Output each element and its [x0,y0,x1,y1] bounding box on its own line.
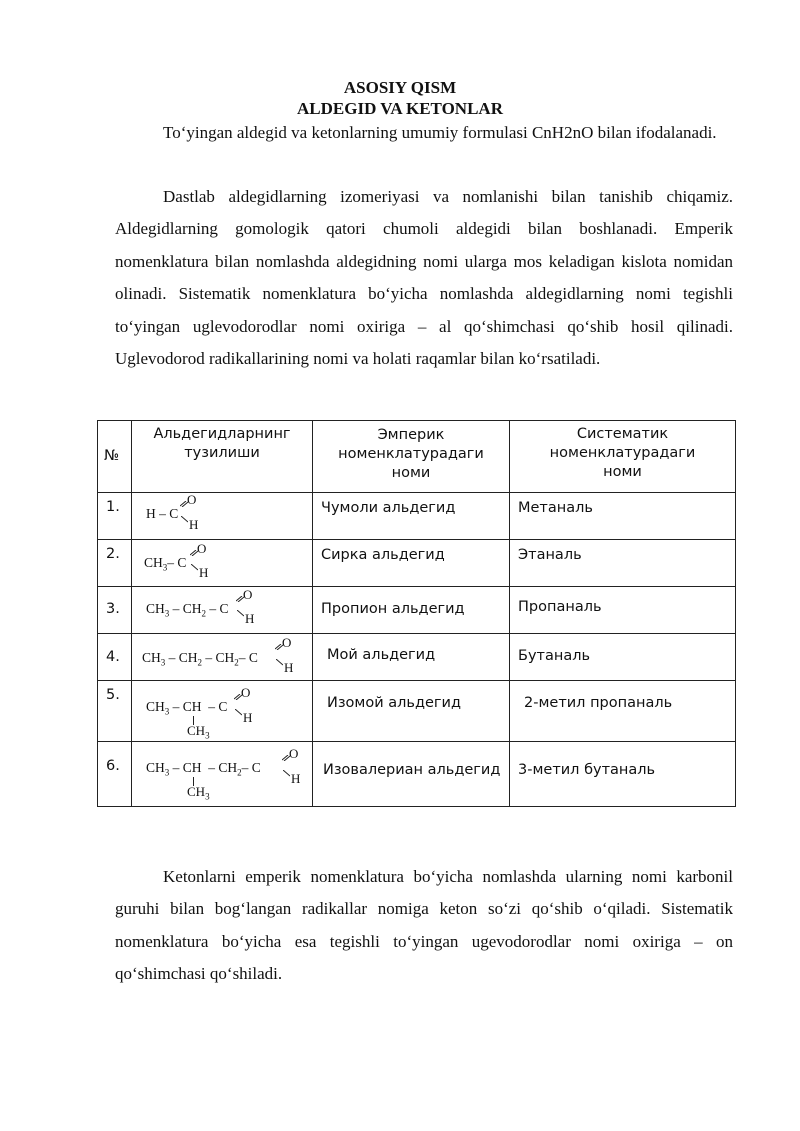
table-row [98,587,736,634]
row-number: 6. [98,742,132,807]
header-empirical-line-2: номенклатурадаги [338,446,484,462]
paragraph-aldehydes: Dastlab aldegidlarning izomeriyasi va nomlanishi bilan tanishib chiqamiz. Aldegidlarning gomologik qatori chumoli aldegidi bilan boshlanadi. Emperik nomenklatura bilan nomlashda aldegidning nomi ularga mos keladigan kislota nomidan olinadi. Sistematik nomenklatura bo‘yicha nomlashda aldegidlarning nomi tegishli to‘yingan uglevodorodlar nomi oxiriga – al qo‘shimchasi qo‘shib hosil qilinadi. Uglevodorod radikallarining nomi va holati raqamlar bilan ko‘rsatiladi. [115,187,733,369]
aldehyde-table [97,420,736,807]
hydrogen-atom: H [291,771,301,786]
page-title: ALDEGID VA KETONLAR [297,99,503,118]
row-number: 4. [98,634,132,681]
table-row [98,493,736,540]
header-empirical-line-3: номи [391,465,431,481]
table-row [98,681,736,742]
header-systematic [510,421,736,493]
systematic-name: Этаналь [510,540,736,587]
header-structure-line-2: тузилиши [184,445,260,461]
formula-chain: $CH_3-$ C [144,555,187,573]
table-header-row [98,421,736,493]
oxygen-atom: O [289,746,299,761]
paragraph-ketones: Ketonlarni emperik nomenklatura bo‘yicha nomlashda ularning nomi karbonil guruhi bilan bog‘langan radikallar nomiga keton so‘zi qo‘shib o‘qiladi. Sistematik nomenklatura bo‘yicha esa tegishli to‘yingan ugevodorodlar nomi oxiriga – on qo‘shimchasi qo‘shiladi. [115,867,733,984]
header-systematic-line-3: номи [603,464,642,480]
oxygen-atom: O [241,685,251,700]
single-bond-icon [276,659,283,666]
single-bond-icon [283,770,290,777]
structure-formula [132,681,313,742]
structure-formula [132,540,313,587]
methyl-branch: $CH_3$ [187,723,210,741]
structure-formula [132,634,313,681]
systematic-name: Метаналь [510,493,736,540]
oxygen-atom: O [282,635,292,650]
methyl-branch: $CH_3$ [187,784,210,802]
table-row [98,634,736,681]
header-systematic-line-1: Систематик [576,426,669,442]
single-bond-icon [181,516,188,523]
empirical-name: Чумоли альдегид [313,493,510,540]
empirical-name: Изовалериан альдегид [313,742,510,807]
empirical-name: Пропион альдегид [313,587,510,634]
section-heading: ASOSIY QISM [343,78,457,97]
oxygen-atom: O [197,541,207,556]
hydrogen-atom: H [284,660,294,675]
hydrogen-atom: H [243,710,253,725]
row-number: 2. [98,540,132,587]
single-bond-icon [235,709,242,716]
single-bond-icon [191,564,198,571]
header-empirical-line-1: Эмперик [377,427,445,443]
structure-formula [132,742,313,807]
systematic-name: 3-метил бутаналь [510,742,736,807]
row-number: 5. [98,681,132,742]
row-number: 3. [98,587,132,634]
header-structure [132,421,313,493]
empirical-name: Мой альдегид [313,634,510,681]
row-number: 1. [98,493,132,540]
systematic-name: Пропаналь [510,587,736,634]
systematic-name: Бутаналь [510,634,736,681]
table-row [98,540,736,587]
formula-chain: $CH_3$ – CH – $CH_2-$ C [146,760,261,778]
header-systematic-line-2: номенклатурадаги [549,445,696,461]
hydrogen-atom: H [245,611,255,626]
header-number: № [98,421,132,493]
structure-formula [132,587,313,634]
oxygen-atom: O [187,492,197,507]
hydrogen-atom: H [199,565,209,580]
oxygen-atom: O [243,587,253,602]
table-row [98,742,736,807]
formula-chain: $CH_3$ – CH – C [146,699,228,717]
empirical-name: Сирка альдегид [313,540,510,587]
formula-chain: $CH_3 - CH_2$ – C [146,601,229,619]
header-structure-line-1: Альдегидларнинг [153,426,291,442]
hydrogen-atom: H [189,517,199,532]
formula-chain: $CH_3 - CH_2 - CH_2-$ C [142,650,258,668]
header-empirical [313,421,510,493]
formula-chain: H – C [146,506,179,521]
single-bond-icon [237,610,244,617]
systematic-name: 2-метил пропаналь [510,681,736,742]
structure-formula [132,493,313,540]
paragraph-intro: To‘yingan aldegid va ketonlarning umumiy formulasi CnH2nO bilan ifodalanadi. [163,123,717,142]
empirical-name: Изомой альдегид [313,681,510,742]
